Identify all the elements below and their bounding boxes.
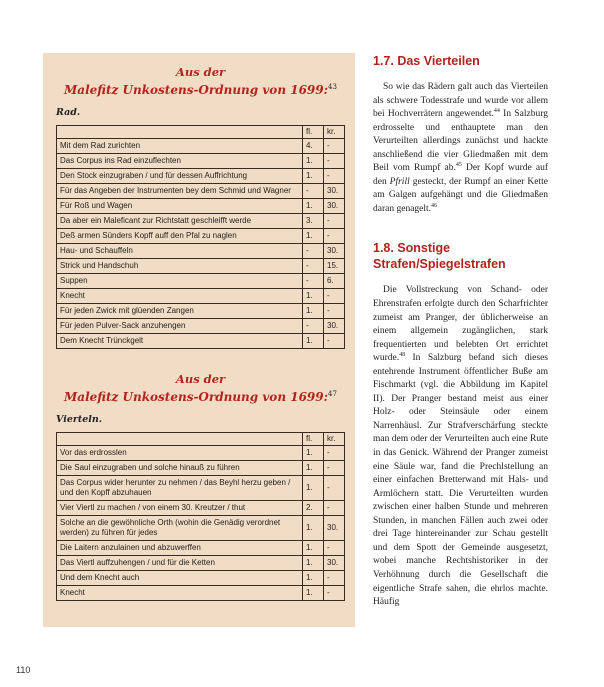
fl-cell: 1. xyxy=(303,556,324,571)
table-row xyxy=(57,214,345,229)
text-run: In Salzburg erdrosselte und enthauptete man den Verurteilten allerdings zunächst und hackte anschließend die vier Gliedmaßen mit dem Beil vom Rumpf ab. xyxy=(373,109,548,174)
cost-table-vierteln xyxy=(56,432,345,601)
table-row xyxy=(57,501,345,516)
item-cell: Den Stock einzugraben / und für dessen Auffrichtung xyxy=(57,169,303,184)
fl-cell: 1. xyxy=(303,476,324,501)
footnote-ref: 46 xyxy=(431,202,438,209)
fl-cell: - xyxy=(303,259,324,274)
fl-cell: 1. xyxy=(303,461,324,476)
table-row xyxy=(57,244,345,259)
table-row xyxy=(57,229,345,244)
table-row xyxy=(57,154,345,169)
fl-cell: - xyxy=(303,244,324,259)
item-cell: Solche an die gewöhnliche Orth (wohin die Genädig verordnet werden) zu führen für jedes xyxy=(57,516,303,541)
fl-cell: 1. xyxy=(303,199,324,214)
fl-cell: 1. xyxy=(303,334,324,349)
kr-cell: - xyxy=(324,446,345,461)
fl-cell: - xyxy=(303,319,324,334)
italic-term: Pfrill xyxy=(389,176,410,187)
item-cell: Knecht xyxy=(57,289,303,304)
table-row xyxy=(57,461,345,476)
kr-cell: - xyxy=(324,169,345,184)
header-cell-kr: kr. xyxy=(324,433,345,446)
table-row xyxy=(57,184,345,199)
item-cell: Knecht xyxy=(57,586,303,601)
cost-table-block-rad xyxy=(56,65,345,349)
fl-cell: 1. xyxy=(303,304,324,319)
fl-cell: 1. xyxy=(303,516,324,541)
footnote-ref: 44 xyxy=(493,108,500,115)
footnote-ref: 48 xyxy=(399,352,406,359)
item-cell: Das Corpus ins Rad einzuflechten xyxy=(57,154,303,169)
table-title-text: Malefitz Unkostens-Ordnung von 1699: xyxy=(64,390,329,404)
fl-cell: 1. xyxy=(303,169,324,184)
kr-cell: - xyxy=(324,476,345,501)
kr-cell: 30. xyxy=(324,516,345,541)
fl-cell: 1. xyxy=(303,154,324,169)
table-title-line1: Aus der xyxy=(175,372,226,386)
table-row xyxy=(57,289,345,304)
table-title-line1: Aus der xyxy=(175,65,226,79)
fl-cell: 3. xyxy=(303,214,324,229)
kr-cell: - xyxy=(324,304,345,319)
kr-cell: - xyxy=(324,139,345,154)
header-cell-empty xyxy=(57,433,303,446)
table-row xyxy=(57,304,345,319)
kr-cell: - xyxy=(324,289,345,304)
kr-cell: - xyxy=(324,214,345,229)
item-cell: Für das Angeben der Instrumenten bey dem Schmid und Wagner xyxy=(57,184,303,199)
fl-cell: 1. xyxy=(303,446,324,461)
table-row xyxy=(57,556,345,571)
kr-cell: - xyxy=(324,586,345,601)
fl-cell: 1. xyxy=(303,229,324,244)
item-cell: Für Roß und Wagen xyxy=(57,199,303,214)
text-run: gesteckt, der Rumpf an einer Kette am Galgen aufgehängt und die Gliedmaßen daran genagelt. xyxy=(373,176,548,214)
table-row xyxy=(57,571,345,586)
text-run: Der Kopf wurde auf den xyxy=(373,163,548,187)
text-run: In Salzburg befand sich dieses entehrende Instrument öffentlicher Buße am Fischmarkt (vgl. die Abbildung im Kapitel II). Der Pranger bestand meist aus einer Holz- oder Steinsäule oder einem Narrenhäusl. Zur Strafverschärfung steckte man dem oder der Verurteilten auch eine Rute in das Genick. Während der Pranger zumeist eine Säule war, fand die Prechlstellung an einer einfachen Bretterwand mit Hals- und Armlöchern statt. Die Verurteilten wurden zwischen einer halben Stunde und mehreren Stunden, in manchen Fällen auch zwei oder drei Tage hintereinander zur Schau gestellt und dem Spott der Gemeinde ausgesetzt, wobei manche Rechtshistoriker in der Verhöhnung durch die Gesellschaft die eigentliche Strafe sahen, die ehrlos machte. Häufig xyxy=(373,353,548,608)
table-title-line2 xyxy=(56,386,345,405)
text-column xyxy=(373,53,548,610)
cost-table-rad xyxy=(56,125,345,349)
item-cell: Die Saul einzugraben und solche hinauß zu führen xyxy=(57,461,303,476)
kr-cell: 30. xyxy=(324,319,345,334)
kr-cell: 30. xyxy=(324,184,345,199)
footnote-ref: 47 xyxy=(328,390,337,398)
fl-cell: - xyxy=(303,184,324,199)
body-paragraph xyxy=(373,284,548,609)
item-cell: Strick und Handschuh xyxy=(57,259,303,274)
item-cell: Dem Knecht Trünckgelt xyxy=(57,334,303,349)
table-title-text: Malefitz Unkostens-Ordnung von 1699: xyxy=(64,83,329,97)
kr-cell: - xyxy=(324,461,345,476)
kr-cell: 30. xyxy=(324,244,345,259)
table-header-row xyxy=(57,433,345,446)
item-cell: Hau- und Schauffeln xyxy=(57,244,303,259)
kr-cell: - xyxy=(324,541,345,556)
item-cell: Deß armen Sünders Kopff auff den Pfal zu naglen xyxy=(57,229,303,244)
kr-cell: 15. xyxy=(324,259,345,274)
table-row xyxy=(57,139,345,154)
table-subhead: Rad. xyxy=(56,107,81,118)
item-cell: Und dem Knecht auch xyxy=(57,571,303,586)
kr-cell: - xyxy=(324,334,345,349)
section-title: 1.8. Sonstige Strafen/Spiegelstrafen xyxy=(373,241,506,272)
section-title: 1.7. Das Vierteilen xyxy=(373,54,480,68)
table-row xyxy=(57,476,345,501)
table-title-line2 xyxy=(56,79,345,98)
item-cell: Für jeden Pulver-Sack anzuhengen xyxy=(57,319,303,334)
fl-cell: 4. xyxy=(303,139,324,154)
fl-cell: 1. xyxy=(303,586,324,601)
fl-cell: 1. xyxy=(303,289,324,304)
item-cell: Das Viertl auffzuhengen / und für die Ketten xyxy=(57,556,303,571)
item-cell: Das Corpus wider herunter zu nehmen / das Beyhl herzu geben / und den Kopff abzuhauen xyxy=(57,476,303,501)
kr-cell: - xyxy=(324,571,345,586)
table-row xyxy=(57,541,345,556)
text-run: So wie das Rädern galt auch das Vierteilen als schwere Todesstrafe und wurde vor allem bei Hochverrätern angewendet. xyxy=(373,82,548,120)
table-row xyxy=(57,446,345,461)
text-run: Die Vollstreckung von Schand- oder Ehrenstrafen erfolgte durch den Scharfrichter zumeist am Pranger, der üblicherweise an einem allgemein zugänglichen, stark frequentierten und belebten Ort errichtet wurde. xyxy=(373,285,548,364)
table-row xyxy=(57,199,345,214)
header-cell-kr: kr. xyxy=(324,126,345,139)
table-row xyxy=(57,516,345,541)
kr-cell: - xyxy=(324,501,345,516)
kr-cell: - xyxy=(324,229,345,244)
table-row xyxy=(57,259,345,274)
kr-cell: - xyxy=(324,154,345,169)
footnote-ref: 45 xyxy=(455,162,462,169)
table-row xyxy=(57,334,345,349)
header-cell-empty xyxy=(57,126,303,139)
fl-cell: 1. xyxy=(303,571,324,586)
fl-cell: 2. xyxy=(303,501,324,516)
item-cell: Suppen xyxy=(57,274,303,289)
kr-cell: 6. xyxy=(324,274,345,289)
header-cell-fl: fl. xyxy=(303,126,324,139)
fl-cell: 1. xyxy=(303,541,324,556)
page-number: 110 xyxy=(16,665,31,675)
table-subhead: Vierteln. xyxy=(56,414,103,425)
item-cell: Für jeden Zwick mit glüenden Zangen xyxy=(57,304,303,319)
item-cell: Vor das erdrosslen xyxy=(57,446,303,461)
kr-cell: 30. xyxy=(324,199,345,214)
item-cell: Da aber ein Maleficant zur Richtstatt geschleifft werde xyxy=(57,214,303,229)
body-paragraph xyxy=(373,81,548,216)
cost-table-block-vierteln xyxy=(56,372,345,601)
parchment-panel xyxy=(43,53,355,627)
item-cell: Mit dem Rad zurichten xyxy=(57,139,303,154)
item-cell: Die Laitern anzulainen und abzuwerffen xyxy=(57,541,303,556)
header-cell-fl: fl. xyxy=(303,433,324,446)
table-row xyxy=(57,319,345,334)
kr-cell: 30. xyxy=(324,556,345,571)
fl-cell: - xyxy=(303,274,324,289)
table-row xyxy=(57,169,345,184)
footnote-ref: 43 xyxy=(328,83,337,91)
table-header-row xyxy=(57,126,345,139)
item-cell: Vier Viertl zu machen / von einem 30. Kreutzer / thut xyxy=(57,501,303,516)
table-row xyxy=(57,586,345,601)
table-row xyxy=(57,274,345,289)
